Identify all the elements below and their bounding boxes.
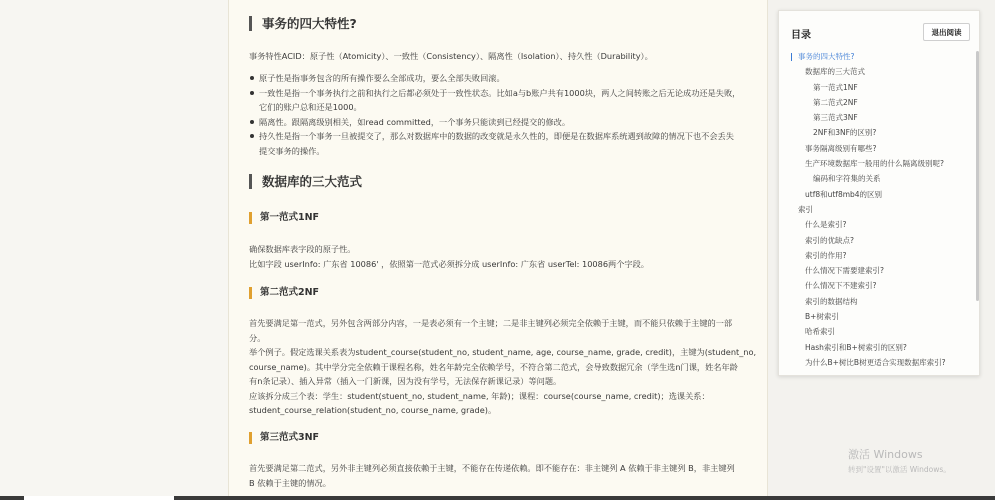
paragraph-2nf-line: course_name)。其中学分完全依赖于课程名称，姓名年龄完全依赖学号，不符合第二范式，会导致数据冗余（学生选n门课，姓名年龄 [249,361,738,372]
toc-item[interactable]: 事务的四大特性? [791,49,977,64]
windows-activation-watermark [848,446,951,475]
paragraph-1nf-line: 确保数据库表字段的原子性。 [249,244,356,254]
toc-item[interactable]: 什么情况下需要建索引? [805,266,884,276]
toc-item[interactable]: 事务隔离级别有哪些? [805,143,877,153]
toc-item[interactable]: 第二范式2NF [813,97,858,107]
paragraph-2nf-line: student_course_relation(student_no, course_name, grade)。 [249,405,497,415]
heading-3nf: 第三范式3NF [249,432,319,444]
acid-bullet-line: 一致性是指一个事务执行之前和执行之后都必须处于一致性状态。比如a与b账户共有1000块，两人之间转账之后无论成功还是失败， [259,87,741,98]
heading-acid: 事务的四大特性? [249,16,357,31]
toc-item[interactable]: 索引的作用? [805,250,847,260]
bottom-scrollbar[interactable] [0,496,995,500]
toc-item[interactable]: 第三范式3NF [813,113,858,123]
paragraph-1nf [249,242,749,271]
toc-item[interactable]: Hash索引和B+树索引的区别? [805,342,907,352]
paragraph-3nf-line: 首先要满足第二范式，另外非主键列必须直接依赖于主键，不能存在传递依赖。即不能存在：非主键列 A 依赖于非主键列 B，非主键列 [249,463,735,473]
toc-item[interactable]: 2NF和3NF的区别? [813,128,877,138]
left-margin [0,0,228,500]
acid-intro: 事务特性ACID：原子性（Atomicity）、一致性（Consistency）、隔离性（Isolation）、持久性（Durability）。 [249,51,653,61]
toc-item[interactable]: 索引的数据结构 [805,296,858,306]
watermark-line-1: 激活 Windows [848,448,923,461]
toc-item[interactable]: 索引的优缺点? [805,235,854,245]
toc-list [791,49,977,370]
table-of-contents-panel [778,10,980,376]
toc-item[interactable]: 索引 [798,204,813,214]
toc-item[interactable]: 编码和字符集的关系 [813,174,881,184]
acid-bullet-line: 它们的账户总和还是1000。 [259,102,362,112]
toc-scrollbar[interactable] [976,51,979,301]
acid-bullet-line: 隔离性。跟隔离级别相关，如read committed，一个事务只能读到已经提交的修改。 [259,116,571,127]
acid-bullet-line: 原子性是指事务包含的所有操作要么全部成功，要么全部失败回滚。 [259,73,505,83]
toc-item[interactable]: utf8和utf8mb4的区别 [805,189,883,199]
paragraph-1nf-line: 比如字段 userInfo: 广东省 10086' ，依照第一范式必须拆分成 userInfo: 广东省 userTel: 10086两个字段。 [249,258,649,269]
toc-item[interactable]: 什么是索引? [805,220,847,230]
acid-bullet-item [249,71,749,86]
article-content [228,0,768,496]
acid-bullet-item [249,86,749,115]
acid-bullet-list [249,71,749,158]
paragraph-2nf [249,316,757,418]
acid-bullet-line: 提交事务的操作。 [259,145,325,156]
toc-item[interactable]: B+树索引 [805,312,839,322]
toc-title: 目录 [791,30,811,41]
paragraph-2nf-line: 首先要满足第一范式，另外包含两部分内容，一是表必须有一个主键；二是非主键列必须完全依赖于主键，而不能只依赖于主键的一部 [249,318,733,328]
acid-bullet-item [249,115,749,130]
toc-item[interactable]: 第一范式1NF [813,82,858,92]
acid-bullet-line: 持久性是指一个事务一旦被提交了，那么对数据库中的数据的改变就是永久性的，即便是在数据库系统遇到故障的情况下也不会丢失 [259,131,734,141]
paragraph-3nf [249,461,749,490]
toc-item[interactable]: 数据库的三大范式 [805,67,865,77]
acid-bullet-item [249,129,749,158]
paragraph-2nf-line: 应该拆分成三个表：学生：student(stuent_no, student_name, 年龄)；课程：course(course_name, credit)；选课关系： [249,390,710,401]
toc-item[interactable]: 为什么B+树比B树更适合实现数据库索引? [805,357,946,367]
heading-normal-forms: 数据库的三大范式 [249,174,362,189]
paragraph-3nf-line: B 依赖于主键的情况。 [249,477,331,488]
bottom-scrollbar-thumb[interactable] [24,496,174,500]
exit-reading-button[interactable]: 退出阅读 [923,23,970,41]
paragraph-2nf-line: 有n条记录）、插入异常（插入一门新课，因为没有学号，无法保存新课记录）等问题。 [249,376,562,386]
heading-2nf: 第二范式2NF [249,287,319,299]
heading-1nf: 第一范式1NF [249,212,319,224]
watermark-line-2: 转到"设置"以激活 Windows。 [848,465,951,474]
toc-item[interactable]: 什么情况下不建索引? [805,281,877,291]
toc-item[interactable]: 哈希索引 [805,327,835,337]
toc-item[interactable]: 生产环境数据库一般用的什么隔离级别呢? [805,159,944,169]
paragraph-2nf-line: 分。 [249,332,266,343]
paragraph-2nf-line: 举个例子。假定选课关系表为student_course(student_no, student_name, age, course_name, grade, credit)，主键为(student_no, [249,347,757,357]
